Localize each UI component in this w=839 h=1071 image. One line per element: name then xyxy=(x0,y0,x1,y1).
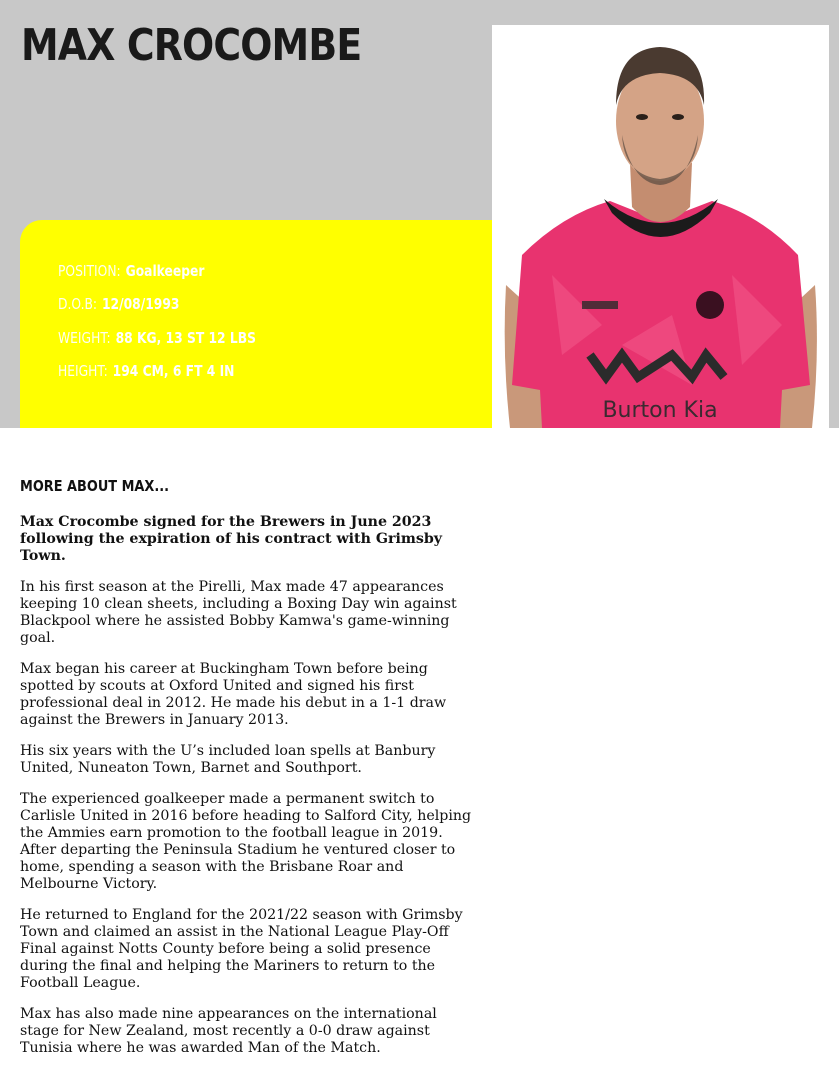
bio-paragraph: Max began his career at Buckingham Town before being spotted by scouts at Oxford United and signed his first professional deal in 2012. He made his debut in a 1-1 draw against the Brewers in January 2013. xyxy=(20,661,447,728)
info-weight-label: WEIGHT: xyxy=(58,329,111,347)
info-weight-value: 88 KG, 13 ST 12 LBS xyxy=(115,329,256,347)
bio-paragraph: Max has also made nine appearances on the international stage for New Zealand, most recently a 0-0 draw against Tunisia where he was awarded Man of the Match. xyxy=(20,1006,437,1056)
player-photo xyxy=(492,25,829,428)
info-dob-value: 12/08/1993 xyxy=(101,295,180,313)
bio-paragraph: In his first season at the Pirelli, Max made 47 appearances keeping 10 clean sheets, including a Boxing Day win against Blackpool where he assisted Bobby Kamwa's game-winning goal. xyxy=(20,579,457,646)
player-hero xyxy=(0,0,839,428)
player-info-card xyxy=(20,220,500,428)
bio-paragraph: He returned to England for the 2021/22 season with Grimsby Town and claimed an assist in the National League Play-Off Final against Notts County before being a solid presence during the final and helping the Mariners to return to the Football League. xyxy=(20,907,463,991)
info-height-value: 194 CM, 6 FT 4 IN xyxy=(112,362,235,380)
player-name: MAX CROCOMBE xyxy=(21,20,362,71)
player-photo-illustration xyxy=(492,25,829,428)
bio-paragraph: His six years with the U’s included loan spells at Banbury United, Nuneaton Town, Barnet and Southport. xyxy=(20,743,436,776)
info-dob xyxy=(58,295,179,313)
bio-paragraph: The experienced goalkeeper made a permanent switch to Carlisle United in 2016 before heading to Salford City, helping the Ammies earn promotion to the football league in 2019. After departing the Peninsula Stadium he ventured closer to home, spending a season with the Brisbane Roar and Melbourne Victory. xyxy=(20,791,472,892)
info-height-label: HEIGHT: xyxy=(58,362,108,380)
info-height xyxy=(58,362,234,380)
more-about-heading: MORE ABOUT MAX... xyxy=(20,477,170,495)
bio-paragraph: Max Crocombe signed for the Brewers in June 2023 following the expiration of his contract with Grimsby Town. xyxy=(20,514,443,564)
info-position xyxy=(58,262,204,280)
shirt-sponsor-text: Burton Kia xyxy=(602,398,718,423)
player-bio xyxy=(20,514,480,1071)
info-dob-label: D.O.B: xyxy=(58,295,98,313)
info-weight xyxy=(58,329,256,347)
info-position-value: Goalkeeper xyxy=(125,262,205,280)
info-position-label: POSITION: xyxy=(58,262,121,280)
